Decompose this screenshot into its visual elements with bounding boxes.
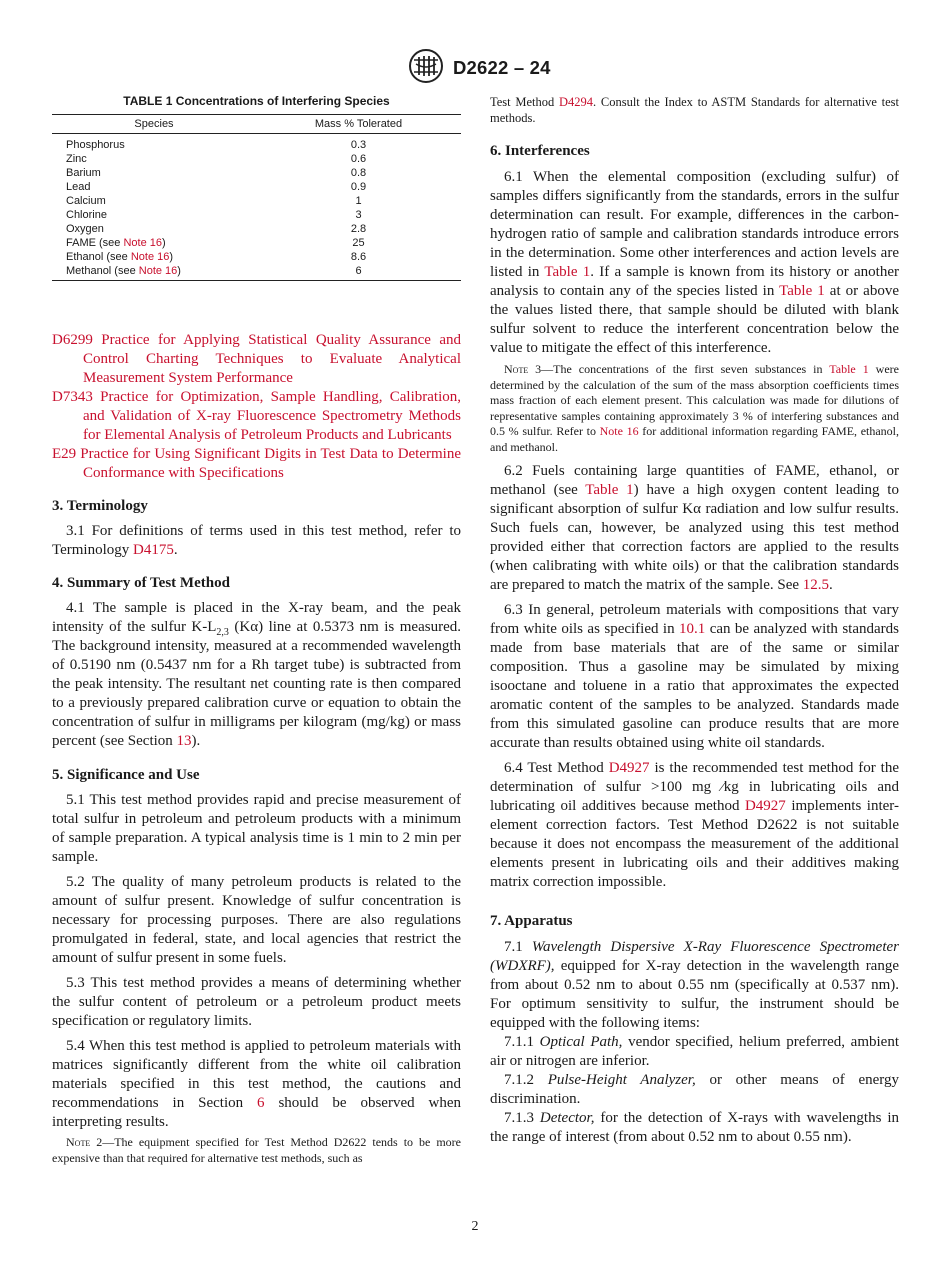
reference-code-link[interactable]: D6299	[52, 332, 93, 348]
text: Test Method	[490, 95, 559, 109]
note-3	[490, 362, 899, 455]
cell-species: Zinc	[66, 153, 87, 165]
text: 2—The equipment specified for Test Method D2622 tends to be more expensive than that required for alternative test methods, such as	[52, 1135, 461, 1165]
reference-item	[52, 388, 461, 445]
italic-term: Optical Path,	[539, 1034, 623, 1050]
table-1	[52, 94, 461, 281]
text: .	[829, 577, 833, 593]
reference-item	[52, 445, 461, 483]
d4294-link[interactable]: D4294	[558, 95, 594, 109]
astm-logo-icon	[408, 48, 444, 84]
note-16-link[interactable]: Note 16	[599, 424, 639, 438]
text: 5.4 When this test method is applied to petroleum materials with matrices significantly different from the white oil calibration materials specified in this test method, the cautions and recommendations in Section	[52, 1038, 461, 1111]
table-row	[52, 236, 461, 250]
page-number: 2	[471, 1219, 479, 1234]
text: 7.1.2	[504, 1072, 548, 1088]
table-row	[52, 138, 461, 152]
table-row	[52, 152, 461, 166]
column-header-species: Species	[134, 118, 174, 130]
cell-value: 25	[352, 237, 365, 249]
section-6-link[interactable]: 6	[257, 1095, 265, 1111]
section-heading: 4. Summary of Test Method	[52, 575, 230, 591]
table-row	[52, 166, 461, 180]
text: 7.1.3	[504, 1110, 540, 1126]
cell-value: 2.8	[350, 223, 367, 235]
table-1-link[interactable]: Table 1	[829, 362, 869, 376]
text: equipped for X-ray detection in the wavelength range from about 0.52 nm to about 0.55 nm (specifically at 0.537 nm). For optimum sensitivity to sulfur, the instrument should be equipped with the following items:	[490, 958, 899, 1031]
species-suffix: )	[177, 265, 181, 277]
cell-value: 8.6	[350, 251, 367, 263]
paragraph-5-4	[52, 1037, 461, 1132]
species-text: Ethanol (see	[66, 251, 131, 263]
cell-species: Calcium	[66, 195, 106, 207]
text: is the recommended test method for the determination of sulfur >100 mg ⁄kg in lubricating oils and lubricating oil additives because method	[490, 760, 899, 814]
paragraph-7-1-2	[490, 1071, 899, 1109]
table-body	[52, 134, 461, 281]
paragraph-7-1	[490, 938, 899, 1033]
cell-species: Chlorine	[66, 209, 107, 221]
table-row	[52, 208, 461, 222]
section-heading: 3. Terminology	[52, 498, 148, 514]
table-caption: TABLE 1 Concentrations of Interfering Species	[123, 94, 390, 108]
table-row	[52, 250, 461, 264]
italic-term: Wavelength Dispersive X-Ray Fluorescence Spectrometer (WDXRF),	[490, 939, 899, 974]
paragraph-6-2	[490, 462, 899, 595]
cell-value: 0.6	[350, 153, 367, 165]
paragraph-5-1: 5.1 This test method provides rapid and precise measurement of total sulfur in petroleum and petroleum products with a minimum of sample preparation. A typical analysis time is 1 min to 2 min per sample.	[52, 792, 461, 865]
reference-code-link[interactable]: D7343	[52, 389, 93, 405]
text: .	[173, 542, 178, 558]
table-1-link[interactable]: Table 1	[779, 283, 825, 299]
reference-item	[52, 331, 461, 388]
subscript: 2,3	[216, 627, 229, 638]
note-2	[52, 1135, 461, 1166]
reference-code-link[interactable]: E29	[52, 446, 77, 462]
text: should be observed when interpreting results.	[52, 1095, 461, 1130]
paragraph-6-4	[490, 759, 899, 892]
paragraph-7-1-1	[490, 1033, 899, 1071]
text: 3.1 For definitions of terms used in this test method, refer to Terminology	[52, 523, 461, 558]
document-id: D2622 – 24	[453, 57, 551, 78]
paragraph-5-2: 5.2 The quality of many petroleum products is related to the amount of sulfur present. Knowledge of sulfur concentration is necessary for processing purposes. There are also regulations promulgated in federal, state, and local agencies that restrict the amount of sulfur present in some fuels.	[52, 874, 461, 966]
cell-species	[52, 236, 256, 250]
text: 6.3 In general, petroleum materials with compositions that vary from white oils as specified in	[490, 602, 899, 637]
cell-value: 0.3	[350, 139, 367, 151]
d4175-link[interactable]: D4175	[133, 542, 174, 558]
species-suffix: )	[169, 251, 174, 263]
d4927-link[interactable]: D4927	[608, 760, 650, 776]
text: ) have a high oxygen content leading to significant absorption of sulfur Kα radiation and low sulfur results. Such fuels can, however, be analyzed using this test method provided either that correction factors are applied to the results (when calibrating with white oils) or that the calibration standards are prepared to match the matrix of the sample. See	[490, 482, 899, 593]
page-header	[0, 48, 950, 88]
cell-value: 3	[355, 209, 362, 221]
text: were determined by the calculation of the sum of the mass absorption coefficients times mass fraction of each element present. This calculation was made for dilutions of representative samples containing approximately 3 % of interfering substances and 0.5 % sulfur. Refer to	[490, 362, 899, 438]
cell-species	[52, 264, 256, 278]
text: for additional information regarding FAME, ethanol, and methanol.	[490, 424, 900, 454]
text: . Consult the Index to ASTM Standards for alternative test methods.	[490, 95, 899, 125]
paragraph-7-1-3	[490, 1109, 899, 1147]
section-heading: 5. Significance and Use	[52, 767, 200, 783]
text: 6.4 Test Method	[504, 760, 609, 776]
text: . If a sample is known from its history or another analysis to contain any of the species listed in	[490, 264, 899, 299]
reference-title-link[interactable]: Practice for Optimization, Sample Handling, Calibration, and Validation of X-ray Fluorescence Spectrometry Methods for Elemental Analysis of Petroleum Products and Lubricants	[83, 389, 462, 443]
continued-note	[490, 94, 899, 126]
left-column	[52, 94, 461, 1166]
text: implements inter-element correction factors. Test Method D2622 is not suitable because it does not encompass the measurement of the additional elements present in lubricating oils and their additives making matrix correction impossible.	[490, 798, 899, 890]
text: ).	[191, 733, 201, 749]
cell-species: Lead	[66, 181, 91, 193]
table-row	[52, 264, 461, 278]
paragraph-6-1	[490, 168, 899, 358]
species-text: FAME (see	[66, 237, 124, 249]
table-row	[52, 194, 461, 208]
table-header-row	[52, 114, 461, 134]
text: 6.2 Fuels containing large quantities of FAME, ethanol, or methanol (see	[490, 463, 899, 498]
paragraph-5-3: 5.3 This test method provides a means of determining whether the sulfur content of petroleum or a petroleum product meets specification or regulatory limits.	[52, 975, 461, 1029]
species-suffix: )	[162, 237, 166, 249]
cell-species	[52, 250, 256, 264]
table-row	[52, 180, 461, 194]
text: 7.1.1	[504, 1034, 540, 1050]
note-16-link[interactable]: Note 16	[123, 237, 162, 249]
text: for the detection of X-rays with wavelengths in the range of interest (from about 0.52 nm to about 0.55 nm).	[490, 1110, 899, 1145]
section-12-5-link[interactable]: 12.5	[802, 577, 830, 593]
column-header-mass: Mass % Tolerated	[314, 118, 403, 130]
section-heading: 6. Interferences	[490, 143, 590, 159]
section-heading: 7. Apparatus	[490, 913, 573, 929]
right-column	[490, 94, 899, 1147]
text: 7.1	[504, 939, 532, 955]
section-13-link[interactable]: 13	[176, 733, 192, 749]
cell-value: 0.9	[350, 181, 367, 193]
paragraph-6-3	[490, 601, 899, 753]
reference-title-link[interactable]: Practice for Applying Statistical Quality Assurance and Control Charting Techniques to Evaluate Analytical Measurement System Performance	[83, 332, 461, 386]
table-1-link[interactable]: Table 1	[544, 264, 591, 280]
cell-value: 6	[355, 265, 362, 277]
table-row	[52, 222, 461, 236]
italic-term: Detector,	[539, 1110, 595, 1126]
text: at or above the values listed there, that sample should be diluted with blank sulfur solvent to reduce the interferent concentration below the value to mitigate the effect of this interference.	[490, 283, 899, 356]
cell-species: Phosphorus	[66, 139, 125, 151]
paragraph-4-1	[52, 599, 461, 751]
text: (Kα) line at 0.5373 nm is measured. The background intensity, measured at a recommended wavelength of 0.5190 nm (0.5437 nm for a Rh target tube) is subtracted from the peak intensity. The resultant net counting rate is then compared to a previously prepared calibration curve or equation to obtain the concentration of sulfur in milligrams per kilogram (mg/kg) or mass percent (see Section	[52, 619, 461, 749]
d4927-link[interactable]: D4927	[744, 798, 786, 814]
note-label: Note	[66, 1135, 91, 1149]
note-16-link[interactable]: Note 16	[130, 251, 170, 263]
reference-title-link[interactable]: Practice for Using Significant Digits in Test Data to Determine Conformance with Specifications	[80, 446, 461, 481]
text: 3—The concentrations of the first seven substances in	[528, 362, 830, 376]
paragraph-3-1	[52, 522, 461, 560]
cell-value: 0.8	[350, 167, 367, 179]
note-16-link[interactable]: Note 16	[138, 265, 178, 277]
section-10-1-link[interactable]: 10.1	[679, 621, 706, 637]
text: or other means of energy discrimination.	[490, 1072, 899, 1107]
table-1-link[interactable]: Table 1	[585, 482, 634, 498]
text: 6.1 When the elemental composition (excluding sulfur) of samples differs significantly from the standards, errors in the sulfur determination can result. For example, differences in the carbon-hydrogen ratio of sample and calibration standards introduce errors in the determination. Some other interferences and action levels are listed in	[490, 169, 899, 280]
cell-species: Barium	[66, 167, 101, 179]
text: can be analyzed with standards made from base materials that are of the same or similar composition. Thus a gasoline may be simulated by mixing isooctane and toluene in a ratio that approximates the expected aromatic content of the samples to be analyzed. Standards made from this simulated gasoline can produce results that are more accurate than results obtained using white oil standards.	[490, 621, 899, 751]
text: vendor specified, helium preferred, ambient air or nitrogen are inferior.	[490, 1034, 899, 1069]
note-label: Note	[504, 362, 529, 376]
species-text: Methanol (see	[66, 265, 139, 277]
italic-term: Pulse-Height Analyzer,	[547, 1072, 696, 1088]
cell-value: 1	[355, 195, 362, 207]
cell-species: Oxygen	[66, 223, 104, 235]
text: 4.1 The sample is placed in the X-ray beam, and the peak intensity of the sulfur K-L	[52, 600, 461, 635]
